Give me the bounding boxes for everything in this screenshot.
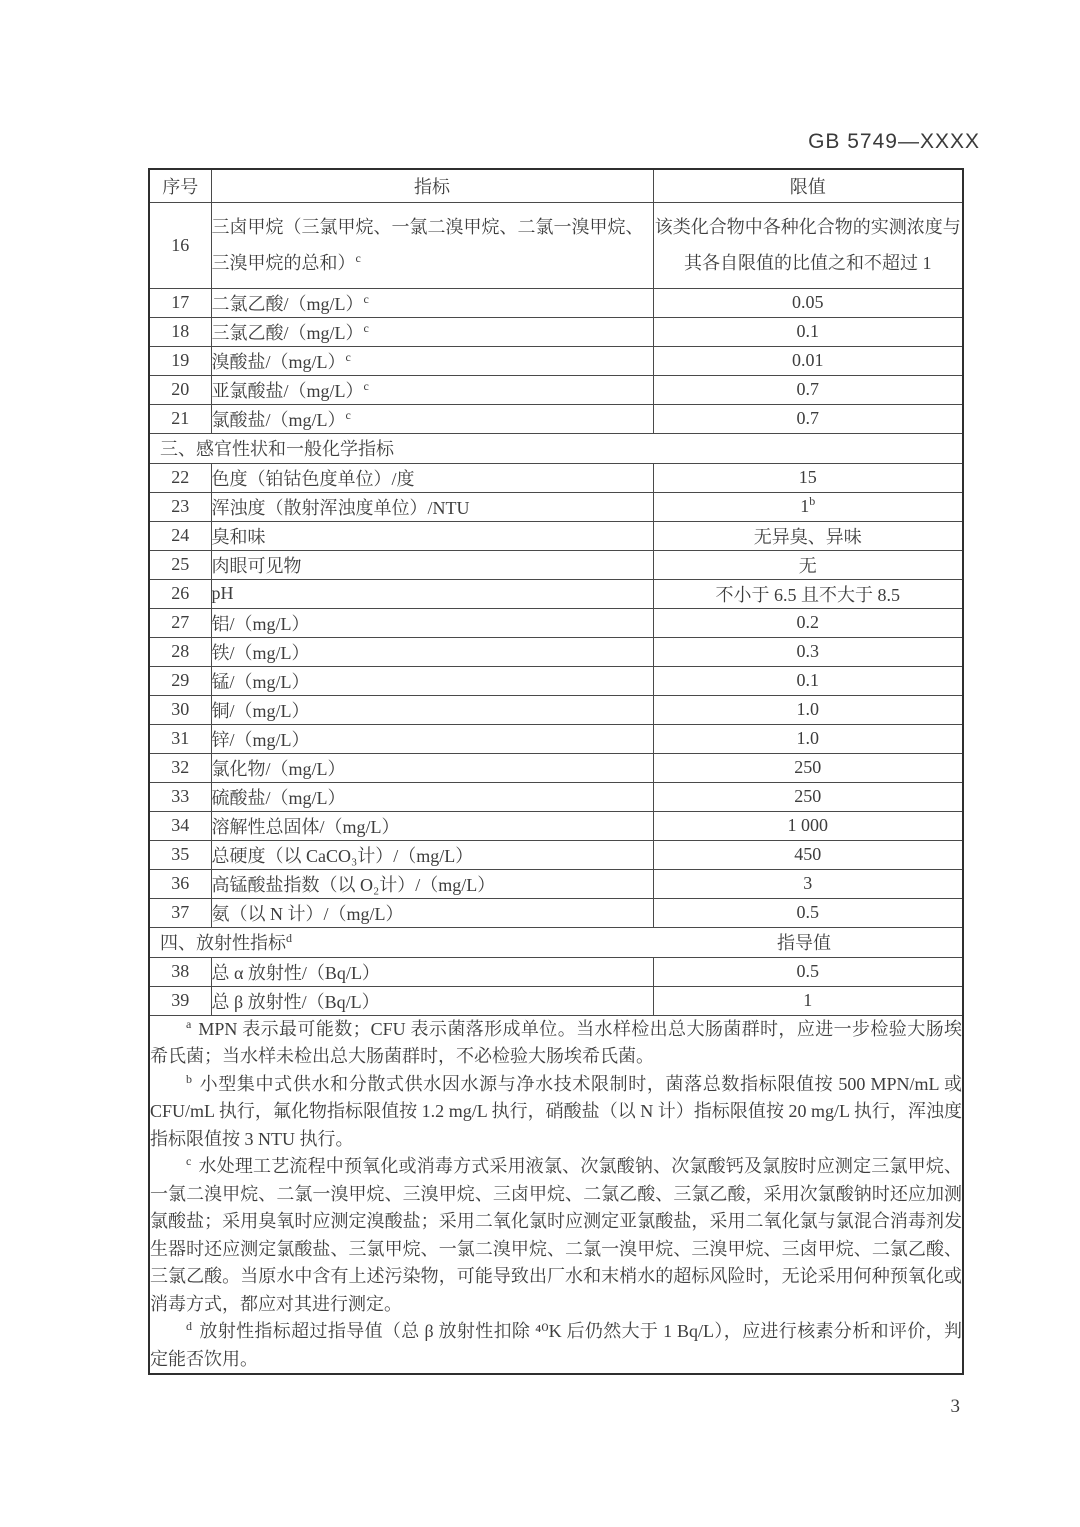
row-number: 32 [149,753,211,782]
table-row [149,637,963,666]
row-number: 25 [149,550,211,579]
table-row [149,782,963,811]
footnote-marker: c [345,407,351,422]
indicator-text: 亚氯酸盐/（mg/L） [211,380,364,401]
row-number: 30 [149,695,211,724]
indicator-cell [211,288,653,317]
footnote-marker: a [186,1016,192,1031]
row-number: 31 [149,724,211,753]
indicator-cell [211,202,653,288]
indicator-cell: 铝/（mg/L） [211,608,653,637]
page-number: 3 [950,1396,960,1417]
limit-cell: 3 [653,869,963,898]
limit-cell: 15 [653,463,963,492]
table-row [149,898,963,927]
indicator-text: 三氯乙酸/（mg/L） [211,322,364,343]
limit-cell: 无异臭、异味 [653,521,963,550]
table-row [149,579,963,608]
indicator-cell: 总硬度（以 CaCO₃计）/（mg/L） [211,840,653,869]
indicator-cell: 色度（铂钴色度单位）/度 [211,463,653,492]
col-header-index: 序号 [149,169,211,202]
table-row [149,695,963,724]
row-number: 22 [149,463,211,492]
footnote-marker: c [363,291,369,306]
limit-cell: 1.0 [653,724,963,753]
indicator-cell: 浑浊度（散射浑浊度单位）/NTU [211,492,653,521]
section-row-sensory [149,433,963,463]
limit-cell: 无 [653,550,963,579]
row-number: 37 [149,898,211,927]
limit-cell: 0.7 [653,404,963,433]
water-quality-table [148,168,964,1375]
table-row [149,288,963,317]
indicator-cell: 总 α 放射性/（Bq/L） [211,957,653,986]
indicator-cell: pH [211,579,653,608]
footnote-text: 水处理工艺流程中预氧化或消毒方式采用液氯、次氯酸钠、次氯酸钙及氯胺时应测定三氯甲烷、一氯二溴甲烷、二氯一溴甲烷、三溴甲烷、三卤甲烷、二氯乙酸、三氯乙酸，采用次氯酸钠时还应加测氯酸盐；采用臭氧时应测定溴酸盐；采用二氧化氯时应测定亚氯酸盐，采用二氧化氯与氯混合消毒剂发生器时还应测定氯酸盐、三氯甲烷、一氯二溴甲烷、二氯一溴甲烷、三溴甲烷、三卤甲烷、二氯乙酸、三氯乙酸。当原水中含有上述污染物，可能导致出厂水和末梢水的超标风险时，无论采用何种预氧化或消毒方式，都应对其进行测定。 [150,1156,962,1314]
indicator-cell: 硫酸盐/（mg/L） [211,782,653,811]
row-number: 39 [149,986,211,1015]
row-number: 35 [149,840,211,869]
row-number: 28 [149,637,211,666]
limit-cell: 0.5 [653,898,963,927]
row-number: 26 [149,579,211,608]
footnote-c [150,1153,962,1318]
row-number: 17 [149,288,211,317]
limit-cell: 1 [653,986,963,1015]
col-header-indicator: 指标 [211,169,653,202]
table-row [149,346,963,375]
indicator-cell: 氨（以 N 计）/（mg/L） [211,898,653,927]
footnotes-cell [149,1015,963,1374]
table-row [149,666,963,695]
table-row [149,869,963,898]
indicator-cell: 氯化物/（mg/L） [211,753,653,782]
footnote-marker: c [363,378,369,393]
limit-text: 1 [800,496,810,516]
footnote-marker: b [186,1071,192,1086]
row-number: 27 [149,608,211,637]
table-row [149,957,963,986]
limit-cell: 0.5 [653,957,963,986]
section-cell [149,927,963,957]
footnote-a [150,1016,962,1071]
row-number: 36 [149,869,211,898]
footnote-d [150,1318,962,1373]
limit-cell: 0.3 [653,637,963,666]
indicator-text: 二氯乙酸/（mg/L） [211,293,364,314]
indicator-cell [211,346,653,375]
indicator-cell: 锰/（mg/L） [211,666,653,695]
footnote-text: 小型集中式供水和分散式供水因水源与净水技术限制时，菌落总数指标限值按 500 MPN/mL 或 CFU/mL 执行，氟化物指标限值按 1.2 mg/L 执行，硝酸盐（以 N 计）指标限值按 20 mg/L 执行，浑浊度指标限值按 3 NTU 执行。 [150,1073,962,1149]
indicator-cell [211,404,653,433]
indicator-cell: 锌/（mg/L） [211,724,653,753]
limit-cell: 1.0 [653,695,963,724]
limit-cell: 0.2 [653,608,963,637]
section-title: 三、感官性状和一般化学指标 [149,433,963,463]
limit-cell: 450 [653,840,963,869]
limit-cell: 0.7 [653,375,963,404]
footnote-b [150,1071,962,1154]
row-number: 16 [149,202,211,288]
indicator-cell: 臭和味 [211,521,653,550]
indicator-cell: 高锰酸盐指数（以 O₂计）/（mg/L） [211,869,653,898]
limit-cell: 250 [653,782,963,811]
footnote-marker: c [186,1154,192,1168]
table-row [149,986,963,1015]
row-number: 18 [149,317,211,346]
row-number: 29 [149,666,211,695]
indicator-text: 三卤甲烷（三氯甲烷、一氯二溴甲烷、二氯一溴甲烷、三溴甲烷的总和） [211,217,644,273]
indicator-cell [211,375,653,404]
row-number: 21 [149,404,211,433]
limit-cell: 0.1 [653,317,963,346]
table-row [149,811,963,840]
row-number: 24 [149,521,211,550]
table-row [149,375,963,404]
footnote-marker: c [355,251,361,265]
limit-cell: 0.1 [653,666,963,695]
indicator-text: 氯酸盐/（mg/L） [211,409,346,430]
footnotes-row [149,1015,963,1374]
section-title: 四、放射性指标$^d$ [160,931,292,953]
table-row [149,753,963,782]
indicator-cell: 肉眼可见物 [211,550,653,579]
indicator-cell [211,317,653,346]
table-row [149,463,963,492]
footnote-marker: b [809,494,816,508]
table-row [149,492,963,521]
table-row [149,608,963,637]
table-row [149,550,963,579]
footnote-marker: c [363,320,369,335]
limit-cell: 不小于 6.5 且不大于 8.5 [653,579,963,608]
limit-cell: 250 [653,753,963,782]
table-row [149,404,963,433]
footnote-marker: d [186,1319,192,1333]
indicator-cell: 铜/（mg/L） [211,695,653,724]
table-row [149,840,963,869]
table-row [149,202,963,288]
table-header-row [149,169,963,202]
indicator-cell: 溶解性总固体/（mg/L） [211,811,653,840]
limit-cell: 该类化合物中各种化合物的实测浓度与其各自限值的比值之和不超过 1 [653,202,963,288]
col-header-limit: 限值 [653,169,963,202]
row-number: 23 [149,492,211,521]
limit-cell: 1 000 [653,811,963,840]
footnote-marker: c [345,349,351,364]
row-number: 33 [149,782,211,811]
footnote-text: MPN 表示最可能数；CFU 表示菌落形成单位。当水样检出总大肠菌群时，应进一步检验大肠埃希氏菌；当水样未检出总大肠菌群时，不必检验大肠埃希氏菌。 [150,1018,962,1066]
indicator-cell: 铁/（mg/L） [211,637,653,666]
table-row [149,317,963,346]
row-number: 38 [149,957,211,986]
indicator-text: 溴酸盐/（mg/L） [211,351,346,372]
table-row [149,521,963,550]
row-number: 19 [149,346,211,375]
table-row [149,724,963,753]
limit-cell: 0.01 [653,346,963,375]
section-limit-label: 指导值 [777,933,831,953]
footnote-text: 放射性指标超过指导值（总 β 放射性扣除 ⁴⁰K 后仍然大于 1 Bq/L），应进行核素分析和评价，判定能否饮用。 [150,1321,962,1369]
indicator-cell: 总 β 放射性/（Bq/L） [211,986,653,1015]
row-number: 34 [149,811,211,840]
limit-cell: 0.05 [653,288,963,317]
footnote-marker: d [286,931,292,945]
row-number: 20 [149,375,211,404]
section-row-radioactivity [149,927,963,957]
limit-cell [653,492,963,521]
standard-code: GB 5749—XXXX [808,130,980,153]
